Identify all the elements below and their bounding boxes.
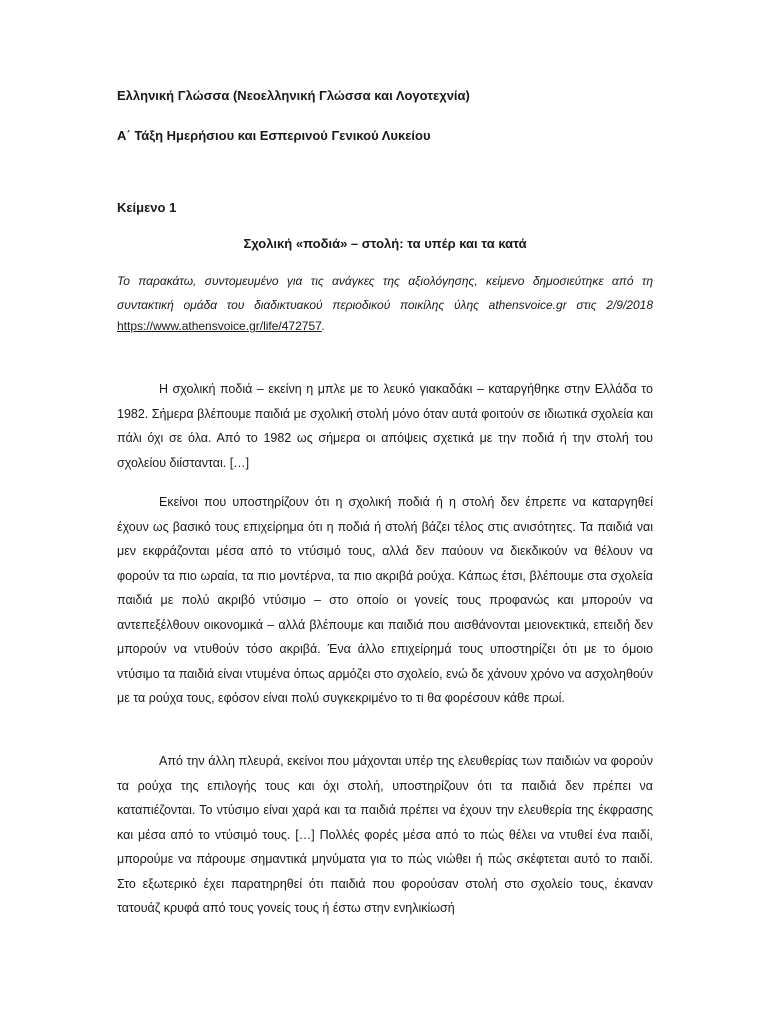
paragraph-2: Εκείνοι που υποστηρίζουν ότι η σχολική ποδιά ή η στολή δεν έπρεπε να καταργηθεί έχουν ως βασικό τους επιχείρημα ότι η ποδιά ή στολή βάζει τέλος στις ανισότητες. Τα παιδιά ναι μεν εκφράζονται μέσα από το ντύσιμό τους, αλλά δεν παύουν να διεκδικούν να θέλουν να φορούν τα πιο ωραία, τα πιο μοντέρνα, τα πιο ακριβά ρούχα. Κάπως έτσι, βλέπουμε στα σχολεία παιδιά με πολύ ακριβό ντύσιμο – στο οποίο οι γονείς τους προφανώς και μπορούν να αντεπεξέλθουν οικονομικά – αλλά βλέπουμε και παιδιά που αισθάνονται μειονεκτικά, επειδή δεν μπορούν να ντυθούν τόσο ακριβά. Ένα άλλο επιχείρημά τους υποστηρίζει ότι με το όμοιο ντύσιμο τα παιδιά είναι ντυμένα όπως αρμόζει στο σχολείο, ενώ δε χάνουν χρόνο να ασχοληθούν με τα ρούχα τους, εφόσον είναι πολύ συγκεκριμένο το τι θα φορέσουν κάθε πρωί. (117, 495, 653, 705)
paragraph-1: Η σχολική ποδιά – εκείνη η μπλε με το λευκό γιακαδάκι – καταργήθηκε στην Ελλάδα το 1982. Σήμερα βλέπουμε παιδιά με σχολική στολή μόνο όταν αυτά φοιτούν σε ιδιωτικά σχολεία και πάλι όχι σε όλα. Από το 1982 ως σήμερα οι απόψεις σχετικά με την ποδιά ή την στολή του σχολείου διίστανται. […] (117, 382, 653, 470)
intro-note: Το παρακάτω, συντομευμένο για τις ανάγκες της αξιολόγησης, κείμενο δημοσιεύτηκε από τη συντακτική ομάδα του διαδικτυακού περιοδικού ποικίλης ύλης athensvoice.gr στις 2/9/2018 (117, 274, 653, 312)
source-line (117, 316, 325, 336)
source-link[interactable]: https://www.athensvoice.gr/life/472757 (117, 319, 322, 333)
subject-heading: Ελληνική Γλώσσα (Νεοελληνική Γλώσσα και Λογοτεχνία) (117, 88, 470, 103)
source-link-end: . (321, 319, 326, 333)
text-label: Κείμενο 1 (117, 200, 177, 215)
article-title: Σχολική «ποδιά» – στολή: τα υπέρ και τα κατά (243, 236, 527, 251)
paragraph-3: Από την άλλη πλευρά, εκείνοι που μάχονται υπέρ της ελευθερίας των παιδιών να φορούν τα ρούχα της επιλογής τους και όχι στολή, υποστηρίζουν ότι τα παιδιά δεν πρέπει να καταπιέζονται. Το ντύσιμο είναι χαρά και τα παιδιά πρέπει να έχουν την ελευθερία της έκφρασης και μέσα από το ντύσιμό τους. […] Πολλές φορές μέσα από το πώς θέλει να ντυθεί ένα παιδί, μπορούμε να πάρουμε σημαντικά μηνύματα για το πώς νιώθει ή πώς σκέφτεται αυτό το παιδί. Στο εξωτερικό έχει παρατηρηθεί ότι παιδιά που φορούσαν στολή στο σχολείο τους, έκαναν τατουάζ κρυφά από τους γονείς τους ή έστω στην ενηλικίωσή (117, 754, 653, 915)
class-heading: Α΄ Τάξη Ημερήσιου και Εσπερινού Γενικού Λυκείου (117, 128, 431, 143)
